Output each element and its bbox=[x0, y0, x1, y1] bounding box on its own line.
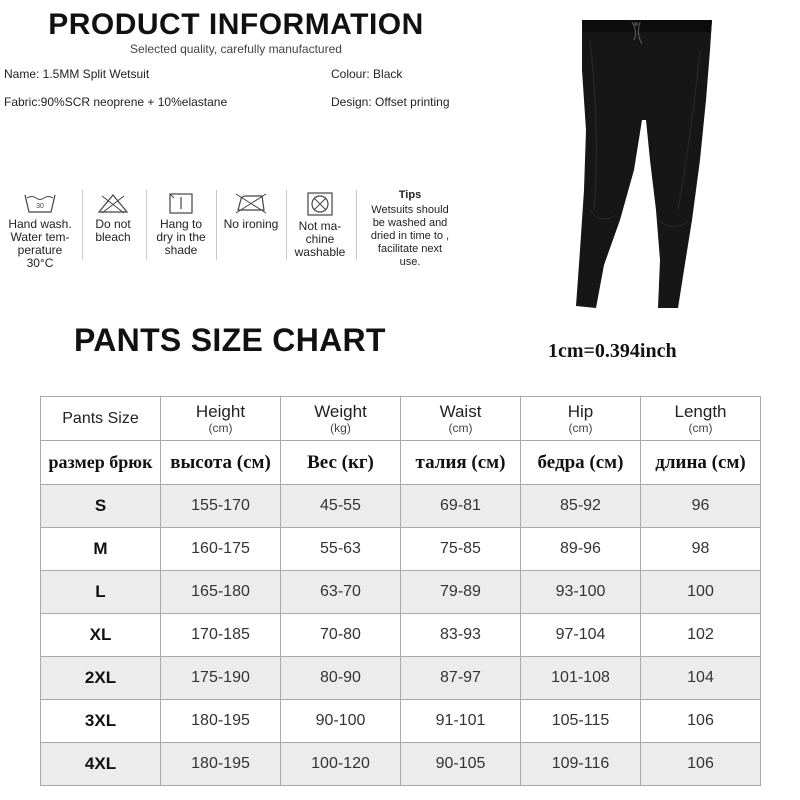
info-fabric: Fabric:90%SCR neoprene + 10%elastane bbox=[4, 95, 228, 109]
header-cell-ru: размер брюк bbox=[41, 441, 161, 485]
tips-text: Wetsuits should be washed and dried in time to , facilitate next use. bbox=[370, 204, 450, 268]
divider bbox=[82, 190, 83, 260]
no-machine-wash-icon bbox=[303, 192, 337, 216]
table-cell: 90-105 bbox=[401, 743, 521, 786]
table-cell: 89-96 bbox=[521, 528, 641, 571]
care-label: Do not bleach bbox=[95, 217, 131, 244]
page-title: PRODUCT INFORMATION bbox=[48, 8, 424, 41]
table-row bbox=[41, 657, 761, 700]
table-cell: 70-80 bbox=[281, 614, 401, 657]
table-cell: 98 bbox=[641, 528, 761, 571]
care-label: Hand wash. Water tem- perature 30°C bbox=[8, 217, 72, 270]
info-colour: Colour: Black bbox=[331, 67, 403, 81]
table-row bbox=[41, 614, 761, 657]
table-cell: 87-97 bbox=[401, 657, 521, 700]
table-cell: 180-195 bbox=[161, 700, 281, 743]
table-cell: 109-116 bbox=[521, 743, 641, 786]
unit-conversion: 1cm=0.394inch bbox=[548, 340, 677, 362]
table-row bbox=[41, 700, 761, 743]
size-cell: S bbox=[41, 485, 161, 528]
info-name: Name: 1.5MM Split Wetsuit bbox=[4, 67, 150, 81]
hang-dry-icon bbox=[164, 192, 198, 214]
header-cell-ru: высота (см) bbox=[161, 441, 281, 485]
table-cell: 85-92 bbox=[521, 485, 641, 528]
size-cell: XL bbox=[41, 614, 161, 657]
header-cell: Weight (kg) bbox=[281, 397, 401, 441]
header-cell: Pants Size bbox=[41, 397, 161, 441]
table-cell: 101-108 bbox=[521, 657, 641, 700]
care-hang-dry bbox=[148, 192, 214, 257]
table-cell: 160-175 bbox=[161, 528, 281, 571]
table-cell: 100 bbox=[641, 571, 761, 614]
table-cell: 105-115 bbox=[521, 700, 641, 743]
table-cell: 75-85 bbox=[401, 528, 521, 571]
care-no-machine-wash bbox=[288, 192, 352, 259]
table-cell: 63-70 bbox=[281, 571, 401, 614]
no-ironing-icon bbox=[232, 192, 270, 214]
header-cell-ru: Вес (кг) bbox=[281, 441, 401, 485]
header-cell-ru: талия (см) bbox=[401, 441, 521, 485]
table-cell: 175-190 bbox=[161, 657, 281, 700]
header-cell: Height (cm) bbox=[161, 397, 281, 441]
divider bbox=[216, 190, 217, 260]
table-cell: 97-104 bbox=[521, 614, 641, 657]
header-cell: Hip (cm) bbox=[521, 397, 641, 441]
table-row bbox=[41, 571, 761, 614]
table-cell: 170-185 bbox=[161, 614, 281, 657]
care-label: Not ma- chine washable bbox=[294, 219, 346, 259]
size-cell: M bbox=[41, 528, 161, 571]
care-label: No ironing bbox=[223, 217, 279, 231]
size-chart-title: PANTS SIZE CHART bbox=[74, 322, 386, 358]
header-cell-ru: бедра (см) bbox=[521, 441, 641, 485]
care-no-ironing bbox=[218, 192, 284, 231]
do-not-bleach-icon bbox=[96, 192, 130, 214]
table-cell: 106 bbox=[641, 743, 761, 786]
table-cell: 80-90 bbox=[281, 657, 401, 700]
table-cell: 102 bbox=[641, 614, 761, 657]
table-cell: 83-93 bbox=[401, 614, 521, 657]
pants-product-image bbox=[560, 10, 735, 315]
svg-text:30: 30 bbox=[36, 203, 44, 210]
size-cell: 2XL bbox=[41, 657, 161, 700]
table-header-row bbox=[41, 397, 761, 441]
table-cell: 79-89 bbox=[401, 571, 521, 614]
size-cell: 3XL bbox=[41, 700, 161, 743]
table-cell: 91-101 bbox=[401, 700, 521, 743]
header-cell-ru: длина (см) bbox=[641, 441, 761, 485]
table-cell: 165-180 bbox=[161, 571, 281, 614]
table-cell: 45-55 bbox=[281, 485, 401, 528]
table-cell: 69-81 bbox=[401, 485, 521, 528]
table-cell: 104 bbox=[641, 657, 761, 700]
header-cell: Length (cm) bbox=[641, 397, 761, 441]
divider bbox=[356, 190, 357, 260]
size-cell: L bbox=[41, 571, 161, 614]
header-cell: Waist (cm) bbox=[401, 397, 521, 441]
info-design: Design: Offset printing bbox=[331, 95, 450, 109]
table-cell: 155-170 bbox=[161, 485, 281, 528]
care-label: Hang to dry in the shade bbox=[156, 217, 206, 257]
table-row bbox=[41, 485, 761, 528]
table-cell: 55-63 bbox=[281, 528, 401, 571]
table-cell: 90-100 bbox=[281, 700, 401, 743]
table-cell: 180-195 bbox=[161, 743, 281, 786]
divider bbox=[286, 190, 287, 260]
table-cell: 93-100 bbox=[521, 571, 641, 614]
table-row bbox=[41, 743, 761, 786]
care-no-bleach bbox=[84, 192, 142, 244]
table-cell: 96 bbox=[641, 485, 761, 528]
divider bbox=[146, 190, 147, 260]
table-header-row-ru bbox=[41, 441, 761, 485]
hand-wash-icon bbox=[23, 192, 57, 214]
size-chart-table bbox=[40, 396, 761, 786]
table-row bbox=[41, 528, 761, 571]
size-cell: 4XL bbox=[41, 743, 161, 786]
table-cell: 100-120 bbox=[281, 743, 401, 786]
table-cell: 106 bbox=[641, 700, 761, 743]
care-hand-wash bbox=[4, 192, 76, 270]
page-subtitle: Selected quality, carefully manufactured bbox=[130, 42, 342, 56]
tips-title: Tips bbox=[398, 189, 422, 201]
